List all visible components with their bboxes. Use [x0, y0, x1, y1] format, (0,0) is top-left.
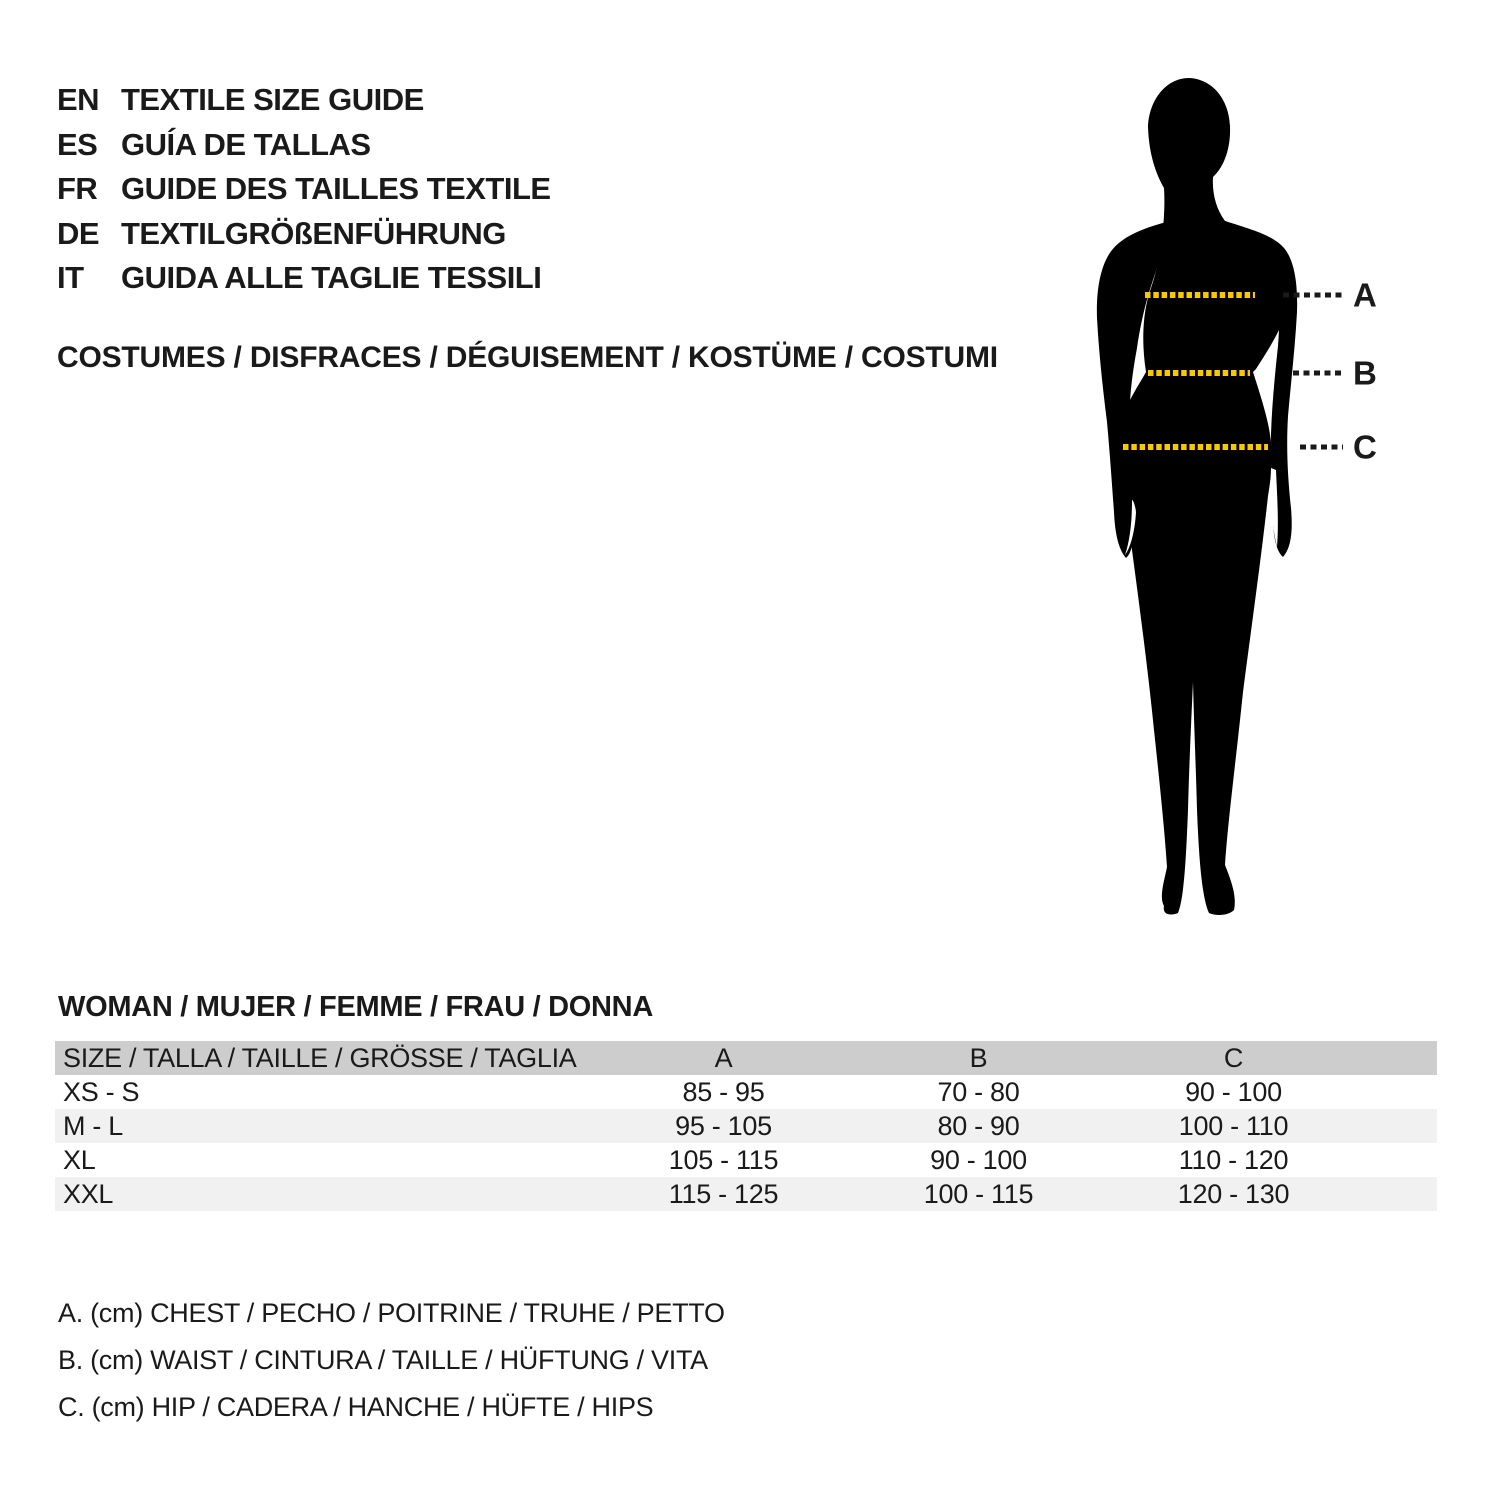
- hip-range: 120 - 130: [1177, 1178, 1290, 1209]
- language-title: TEXTILE SIZE GUIDE: [121, 82, 424, 118]
- language-code: DE: [57, 215, 100, 251]
- size-label: XL: [63, 1144, 96, 1175]
- size-table-row-xl: [55, 1143, 1437, 1177]
- size-table-column-a: A: [714, 1042, 733, 1073]
- size-table: [55, 1041, 1437, 1211]
- size-table-header-label: SIZE / TALLA / TAILLE / GRÖSSE / TAGLIA: [63, 1042, 577, 1073]
- size-table-row-m-l: [55, 1109, 1437, 1143]
- waist-range: 90 - 100: [930, 1144, 1027, 1175]
- size-label: XXL: [63, 1178, 114, 1209]
- language-code: EN: [57, 82, 100, 118]
- woman-silhouette: [1121, 78, 1291, 915]
- size-table-row-xxl: [55, 1177, 1437, 1211]
- label-c: C: [1353, 428, 1377, 466]
- language-title: GUIDA ALLE TAGLIE TESSILI: [121, 260, 542, 296]
- woman-silhouette-figure: [1050, 70, 1470, 930]
- language-title: GUÍA DE TALLAS: [121, 126, 371, 162]
- language-row-de: [57, 212, 551, 257]
- language-code: IT: [57, 260, 84, 296]
- hip-range: 100 - 110: [1178, 1110, 1289, 1141]
- category-heading: COSTUMES / DISFRACES / DÉGUISEMENT / KOSTÜME / COSTUMI: [57, 341, 998, 374]
- size-table-row-xs-s: [55, 1075, 1437, 1109]
- label-a: A: [1353, 276, 1377, 314]
- size-label: M - L: [63, 1110, 124, 1141]
- hip-range: 110 - 120: [1178, 1144, 1289, 1175]
- footnote-chest: A. (cm) CHEST / PECHO / POITRINE / TRUHE / PETTO: [58, 1298, 725, 1328]
- measurement-footnotes: [58, 1290, 725, 1431]
- size-table-column-b: B: [969, 1042, 988, 1073]
- language-row-en: [57, 78, 551, 123]
- language-title-list: [57, 78, 551, 301]
- chest-range: 105 - 115: [668, 1144, 779, 1175]
- language-code: FR: [57, 171, 98, 207]
- language-row-it: [57, 256, 551, 301]
- language-title: TEXTILGRÖßENFÜHRUNG: [121, 215, 506, 251]
- gender-heading: WOMAN / MUJER / FEMME / FRAU / DONNA: [58, 991, 653, 1023]
- chest-range: 115 - 125: [668, 1178, 779, 1209]
- waist-range: 100 - 115: [923, 1178, 1034, 1209]
- language-row-es: [57, 123, 551, 168]
- language-title: GUIDE DES TAILLES TEXTILE: [121, 171, 551, 207]
- waist-range: 70 - 80: [937, 1076, 1020, 1107]
- size-table-column-c: C: [1223, 1042, 1244, 1073]
- hip-range: 90 - 100: [1185, 1076, 1282, 1107]
- size-label: XS - S: [63, 1076, 140, 1107]
- waist-range: 80 - 90: [937, 1110, 1020, 1141]
- chest-range: 85 - 95: [682, 1076, 765, 1107]
- label-b: B: [1353, 354, 1377, 392]
- footnote-waist: B. (cm) WAIST / CINTURA / TAILLE / HÜFTUNG / VITA: [58, 1345, 708, 1375]
- language-row-fr: [57, 167, 551, 212]
- footnote-hip: C. (cm) HIP / CADERA / HANCHE / HÜFTE / HIPS: [58, 1392, 654, 1422]
- chest-range: 95 - 105: [675, 1110, 772, 1141]
- language-code: ES: [57, 126, 98, 162]
- size-table-header-row: [55, 1041, 1437, 1075]
